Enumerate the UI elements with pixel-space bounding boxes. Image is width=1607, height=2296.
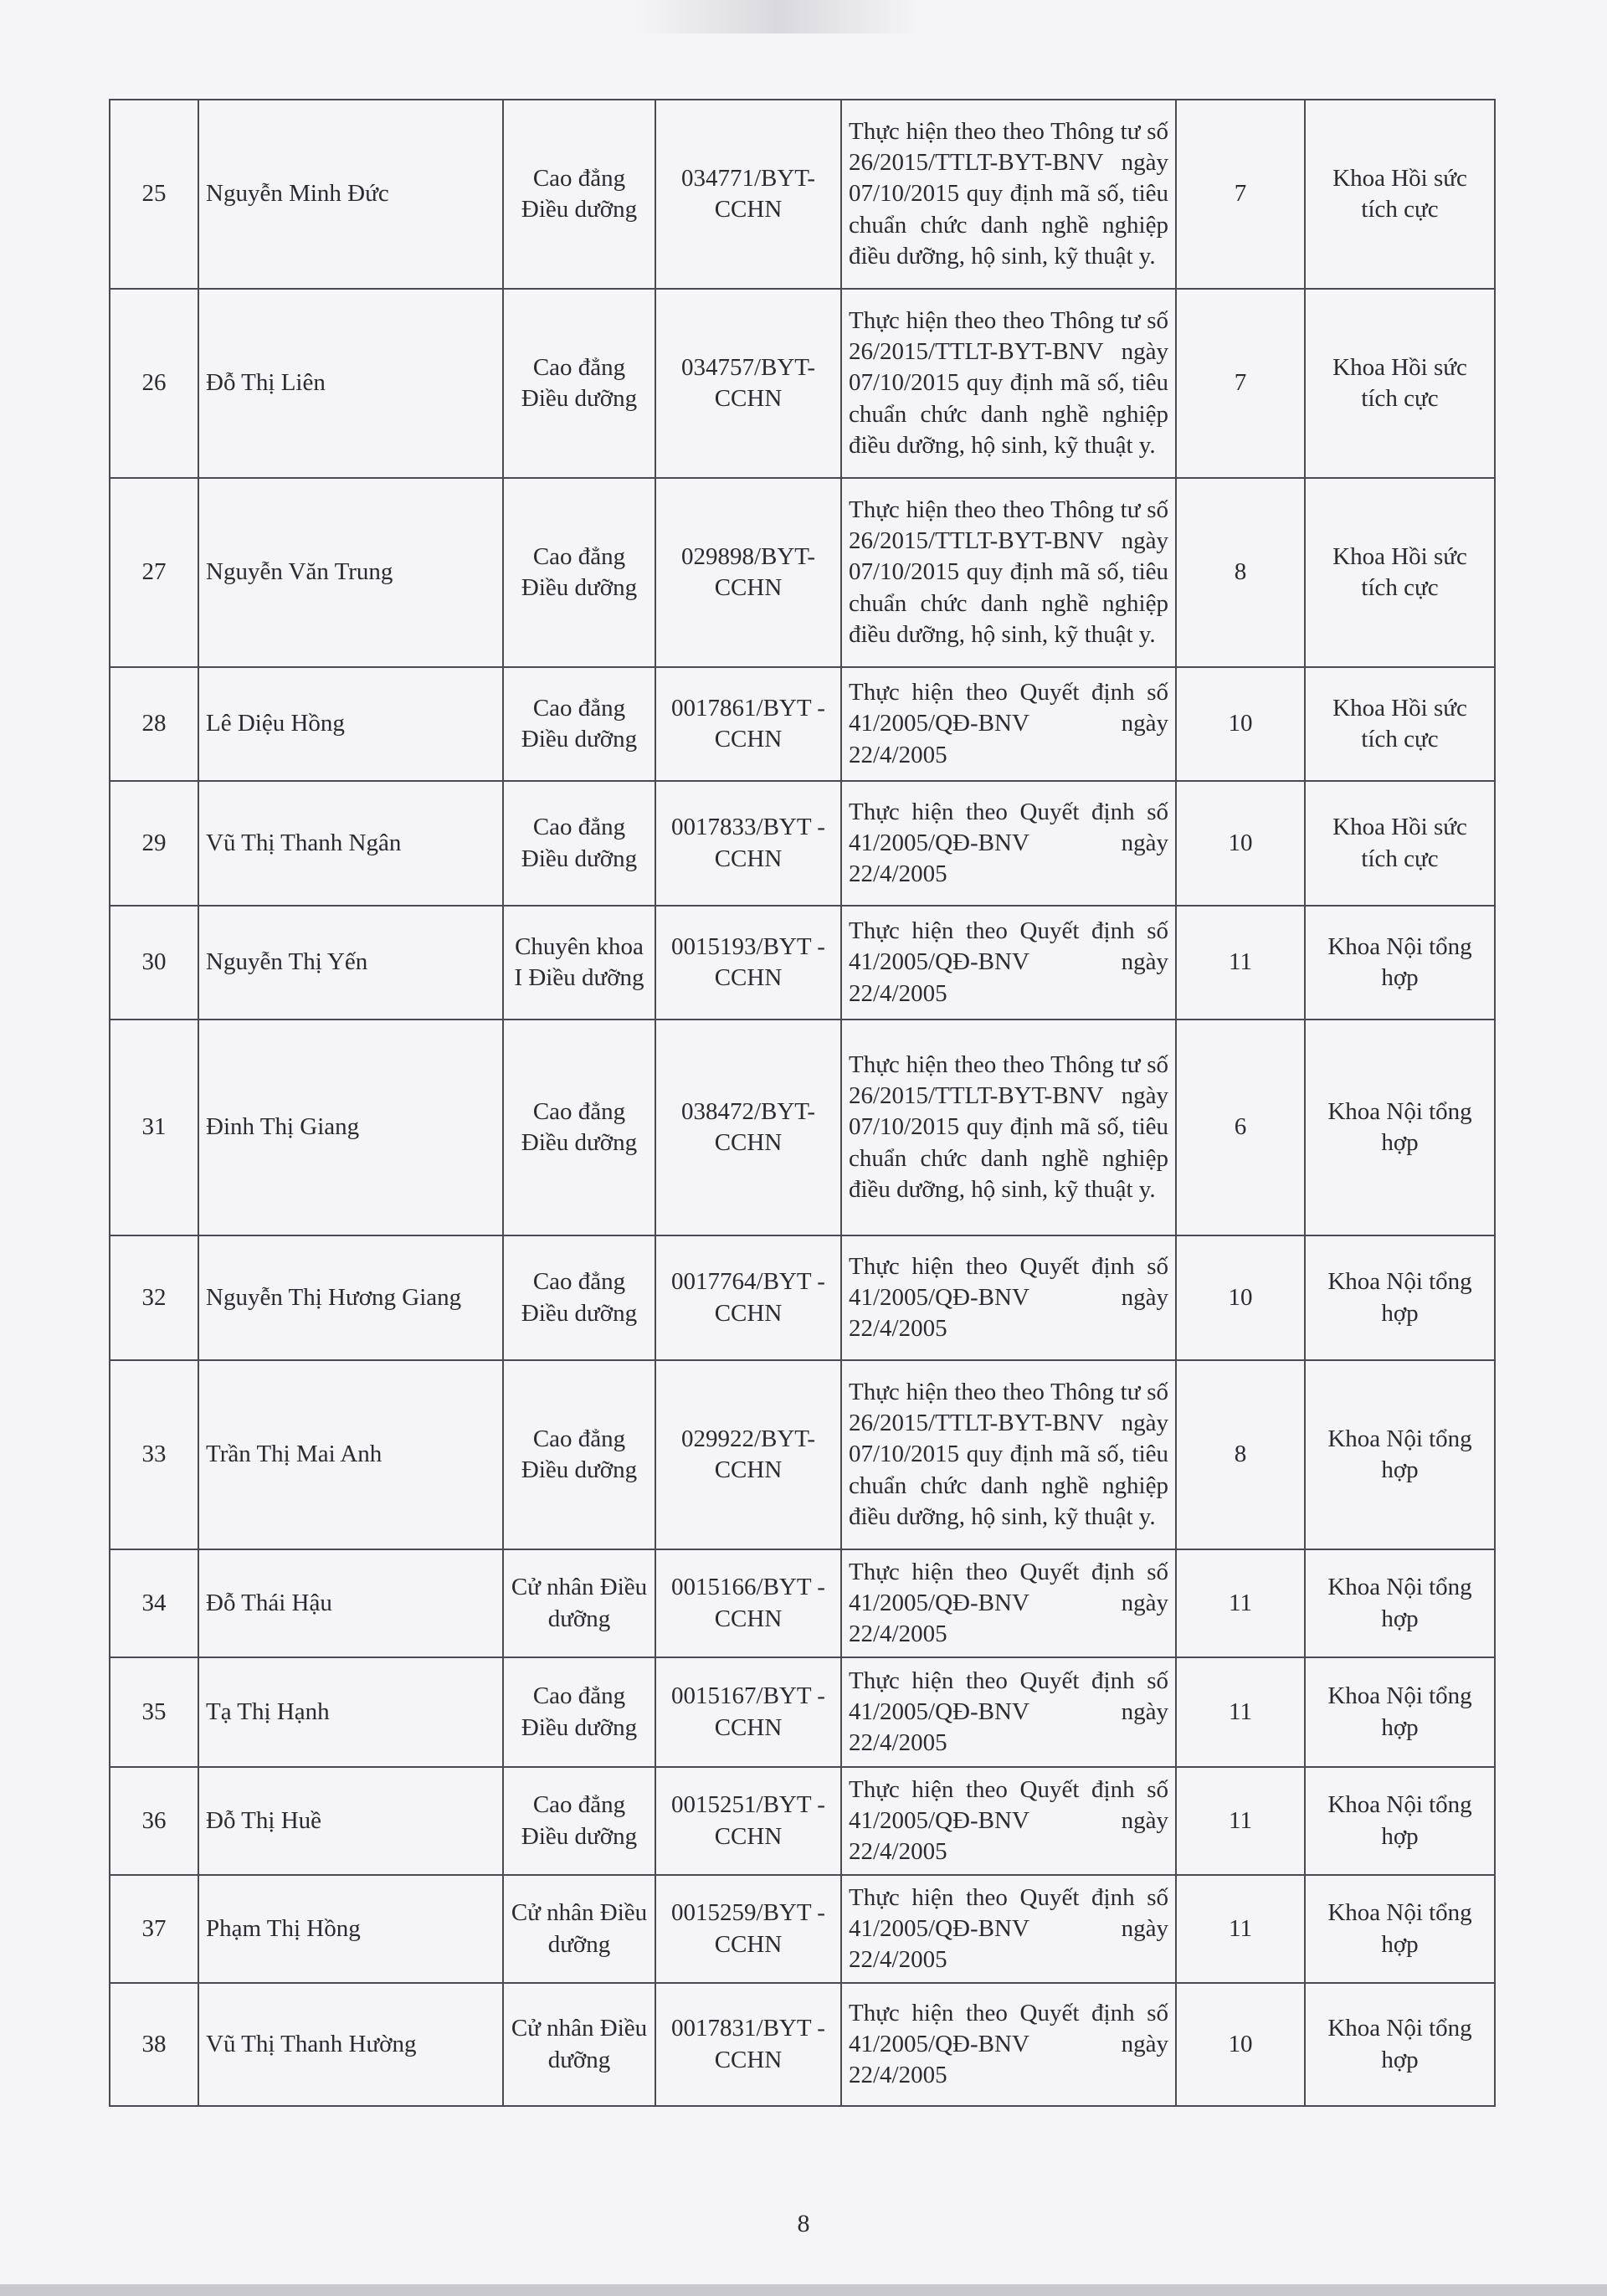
legal-basis: Thực hiện theo theo Thông tư số 26/2015/TTLT-BYT-BNV ngày 07/10/2015 quy định mã số, tiêu chuẩn chức danh nghề nghiệp điều dưỡng, hộ sinh, kỹ thuật y. [841,1360,1176,1549]
certificate-number: 0015166/BYT -CCHN [655,1549,841,1657]
legal-basis: Thực hiện theo Quyết định số 41/2005/QĐ-BNV ngày 22/4/2005 [841,1767,1176,1875]
department: Khoa Hồi sức tích cực [1305,100,1495,289]
grade: 10 [1176,1983,1305,2106]
certificate-number: 0015259/BYT -CCHN [655,1875,841,1983]
department: Khoa Nội tổng hợp [1305,1360,1495,1549]
legal-basis: Thực hiện theo Quyết định số 41/2005/QĐ-BNV ngày 22/4/2005 [841,906,1176,1020]
table-row [110,100,1495,289]
table-row [110,1657,1495,1767]
qualification: Cử nhân Điều dưỡng [503,1875,655,1983]
grade: 10 [1176,1235,1305,1360]
scan-artifact-top [636,0,921,33]
grade: 11 [1176,1767,1305,1875]
grade: 8 [1176,1360,1305,1549]
table-row [110,289,1495,478]
legal-basis: Thực hiện theo theo Thông tư số 26/2015/TTLT-BYT-BNV ngày 07/10/2015 quy định mã số, tiêu chuẩn chức danh nghề nghiệp điều dưỡng, hộ sinh, kỹ thuật y. [841,478,1176,667]
qualification: Cử nhân Điều dưỡng [503,1549,655,1657]
table-row [110,781,1495,906]
qualification: Cao đẳng Điều dưỡng [503,1360,655,1549]
certificate-number: 0017861/BYT -CCHN [655,667,841,781]
row-number: 36 [110,1767,198,1875]
table-row [110,1875,1495,1983]
legal-basis: Thực hiện theo Quyết định số 41/2005/QĐ-BNV ngày 22/4/2005 [841,781,1176,906]
legal-basis: Thực hiện theo Quyết định số 41/2005/QĐ-BNV ngày 22/4/2005 [841,1235,1176,1360]
department: Khoa Nội tổng hợp [1305,1767,1495,1875]
legal-basis: Thực hiện theo Quyết định số 41/2005/QĐ-BNV ngày 22/4/2005 [841,1549,1176,1657]
qualification: Cao đẳng Điều dưỡng [503,1657,655,1767]
certificate-number: 0017831/BYT -CCHN [655,1983,841,2106]
grade: 7 [1176,289,1305,478]
staff-name: Đỗ Thị Huề [198,1767,503,1875]
certificate-number: 029898/BYT-CCHN [655,478,841,667]
row-number: 37 [110,1875,198,1983]
staff-name: Nguyễn Minh Đức [198,100,503,289]
row-number: 33 [110,1360,198,1549]
legal-basis: Thực hiện theo theo Thông tư số 26/2015/TTLT-BYT-BNV ngày 07/10/2015 quy định mã số, tiêu chuẩn chức danh nghề nghiệp điều dưỡng, hộ sinh, kỹ thuật y. [841,289,1176,478]
department: Khoa Nội tổng hợp [1305,906,1495,1020]
certificate-number: 0017764/BYT -CCHN [655,1235,841,1360]
table-row [110,1020,1495,1235]
grade: 10 [1176,781,1305,906]
certificate-number: 038472/BYT-CCHN [655,1020,841,1235]
staff-table [109,99,1496,2107]
qualification: Cao đẳng Điều dưỡng [503,667,655,781]
row-number: 35 [110,1657,198,1767]
page-number: 8 [797,2210,810,2237]
certificate-number: 0017833/BYT -CCHN [655,781,841,906]
department: Khoa Nội tổng hợp [1305,1235,1495,1360]
certificate-number: 0015193/BYT -CCHN [655,906,841,1020]
row-number: 38 [110,1983,198,2106]
grade: 11 [1176,1657,1305,1767]
staff-name: Vũ Thị Thanh Hường [198,1983,503,2106]
staff-name: Nguyễn Văn Trung [198,478,503,667]
qualification: Cao đẳng Điều dưỡng [503,1767,655,1875]
certificate-number: 034771/BYT-CCHN [655,100,841,289]
row-number: 29 [110,781,198,906]
row-number: 31 [110,1020,198,1235]
staff-table-body [110,100,1495,2106]
row-number: 34 [110,1549,198,1657]
department: Khoa Nội tổng hợp [1305,1657,1495,1767]
staff-name: Trần Thị Mai Anh [198,1360,503,1549]
legal-basis: Thực hiện theo Quyết định số 41/2005/QĐ-BNV ngày 22/4/2005 [841,1657,1176,1767]
qualification: Cao đẳng Điều dưỡng [503,478,655,667]
department: Khoa Hồi sức tích cực [1305,781,1495,906]
legal-basis: Thực hiện theo theo Thông tư số 26/2015/TTLT-BYT-BNV ngày 07/10/2015 quy định mã số, tiêu chuẩn chức danh nghề nghiệp điều dưỡng, hộ sinh, kỹ thuật y. [841,1020,1176,1235]
staff-name: Vũ Thị Thanh Ngân [198,781,503,906]
staff-name: Đinh Thị Giang [198,1020,503,1235]
legal-basis: Thực hiện theo Quyết định số 41/2005/QĐ-BNV ngày 22/4/2005 [841,667,1176,781]
staff-name: Đỗ Thái Hậu [198,1549,503,1657]
certificate-number: 029922/BYT-CCHN [655,1360,841,1549]
legal-basis: Thực hiện theo theo Thông tư số 26/2015/TTLT-BYT-BNV ngày 07/10/2015 quy định mã số, tiêu chuẩn chức danh nghề nghiệp điều dưỡng, hộ sinh, kỹ thuật y. [841,100,1176,289]
grade: 10 [1176,667,1305,781]
grade: 8 [1176,478,1305,667]
certificate-number: 0015251/BYT -CCHN [655,1767,841,1875]
legal-basis: Thực hiện theo Quyết định số 41/2005/QĐ-BNV ngày 22/4/2005 [841,1983,1176,2106]
department: Khoa Nội tổng hợp [1305,1020,1495,1235]
staff-name: Nguyễn Thị Yến [198,906,503,1020]
qualification: Cao đẳng Điều dưỡng [503,289,655,478]
certificate-number: 0015167/BYT -CCHN [655,1657,841,1767]
table-row [110,478,1495,667]
staff-name: Đỗ Thị Liên [198,289,503,478]
department: Khoa Nội tổng hợp [1305,1983,1495,2106]
row-number: 30 [110,906,198,1020]
staff-name: Lê Diệu Hồng [198,667,503,781]
department: Khoa Hồi sức tích cực [1305,289,1495,478]
qualification: Cao đẳng Điều dưỡng [503,100,655,289]
grade: 11 [1176,1549,1305,1657]
row-number: 27 [110,478,198,667]
qualification: Cử nhân Điều dưỡng [503,1983,655,2106]
department: Khoa Nội tổng hợp [1305,1549,1495,1657]
row-number: 32 [110,1235,198,1360]
staff-name: Phạm Thị Hồng [198,1875,503,1983]
grade: 7 [1176,100,1305,289]
table-row [110,906,1495,1020]
certificate-number: 034757/BYT-CCHN [655,289,841,478]
table-row [110,1235,1495,1360]
grade: 11 [1176,906,1305,1020]
qualification: Chuyên khoa I Điều dưỡng [503,906,655,1020]
table-row [110,1983,1495,2106]
row-number: 28 [110,667,198,781]
grade: 6 [1176,1020,1305,1235]
legal-basis: Thực hiện theo Quyết định số 41/2005/QĐ-BNV ngày 22/4/2005 [841,1875,1176,1983]
staff-name: Nguyễn Thị Hương Giang [198,1235,503,1360]
department: Khoa Hồi sức tích cực [1305,667,1495,781]
scan-artifact-bottom [0,2284,1607,2296]
row-number: 26 [110,289,198,478]
department: Khoa Hồi sức tích cực [1305,478,1495,667]
table-row [110,1360,1495,1549]
grade: 11 [1176,1875,1305,1983]
row-number: 25 [110,100,198,289]
department: Khoa Nội tổng hợp [1305,1875,1495,1983]
staff-name: Tạ Thị Hạnh [198,1657,503,1767]
qualification: Cao đẳng Điều dưỡng [503,1020,655,1235]
qualification: Cao đẳng Điều dưỡng [503,1235,655,1360]
table-row [110,667,1495,781]
table-row [110,1767,1495,1875]
qualification: Cao đẳng Điều dưỡng [503,781,655,906]
table-row [110,1549,1495,1657]
